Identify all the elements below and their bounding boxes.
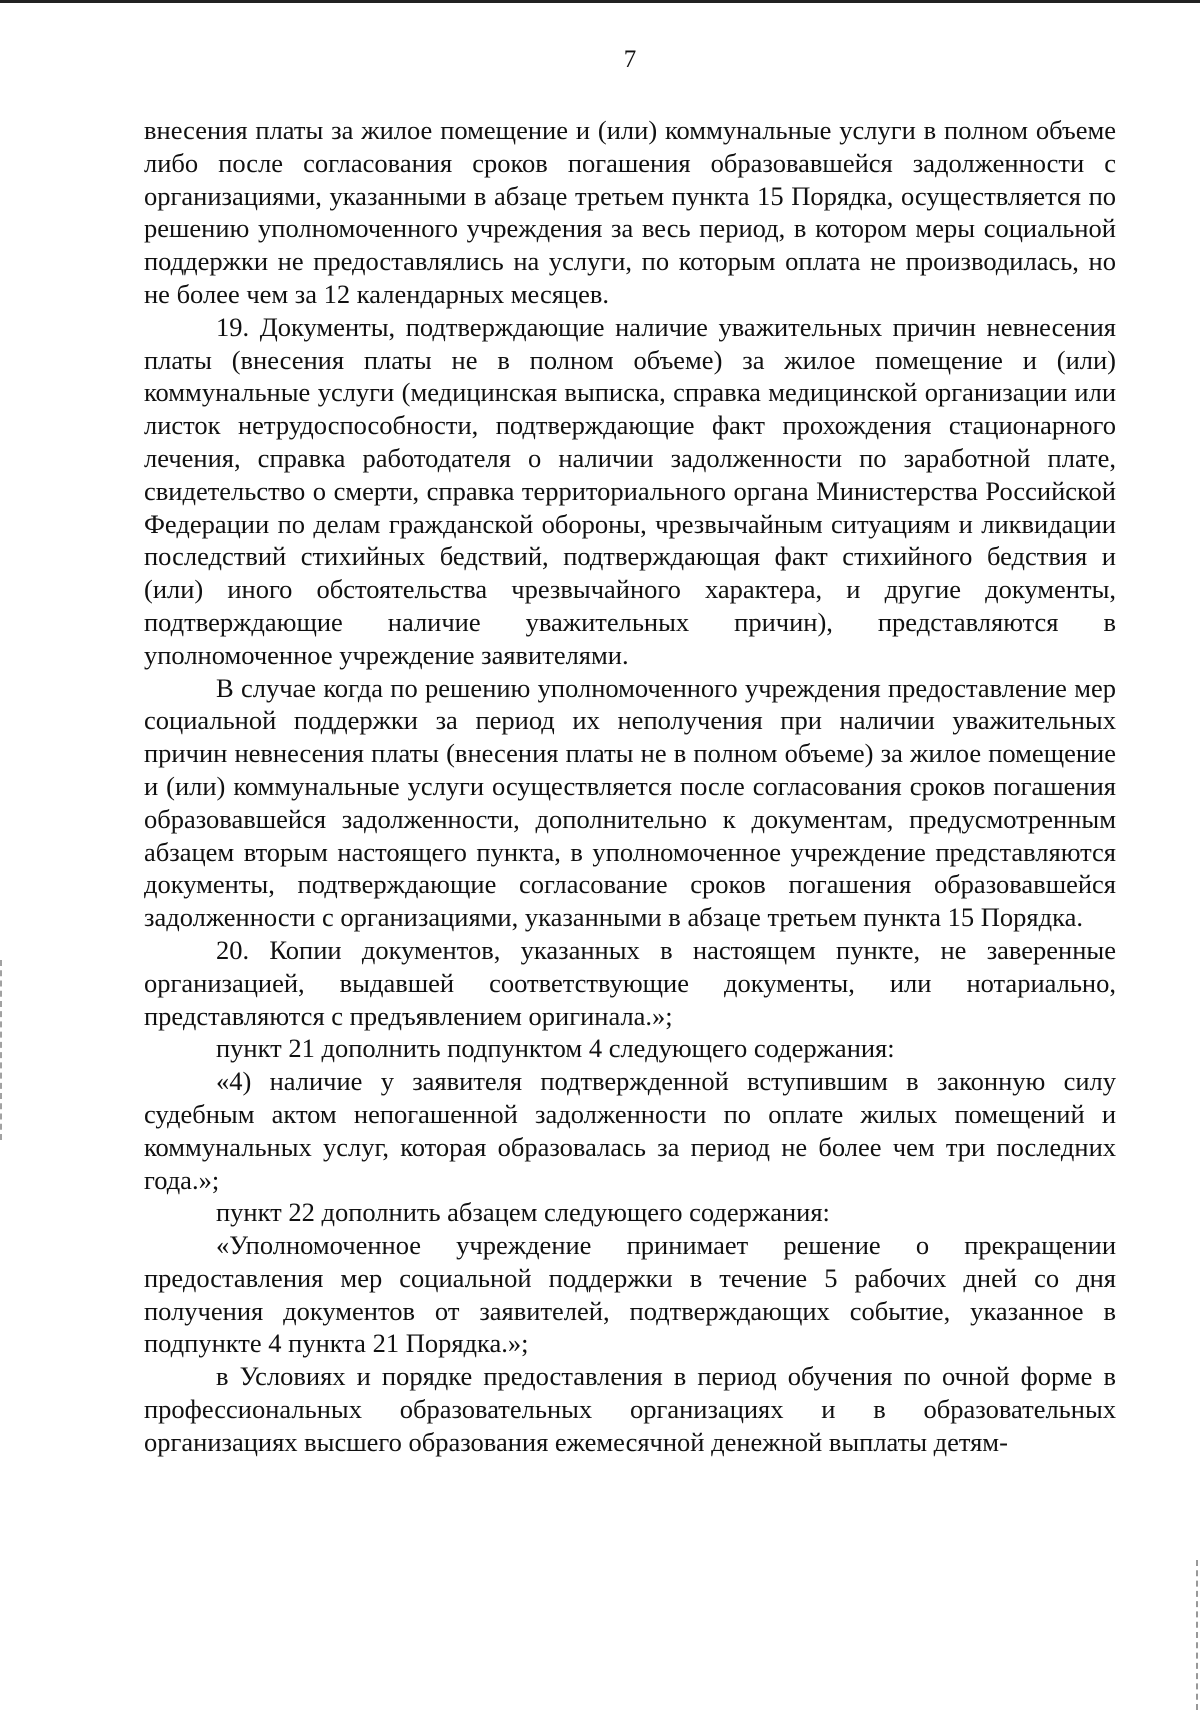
- scan-binding-marks-right: [1193, 1560, 1198, 1710]
- paragraph-amend-item-22: пункт 22 дополнить абзацем следующего содержания:: [216, 1197, 830, 1228]
- paragraph-item-19: 19. Документы, подтверждающие наличие уважительных причин невнесения платы (внесения платы не в полном объеме) за жилое помещение и (или) коммунальные услуги (медицинская выписка, справка медицинской организации или листок нетрудоспособности, подтверждающие факт прохождения стационарного лечения, справка работодателя о наличии задолженности по заработной плате, свидетельство о смерти, справка территориального органа Министерства Российской Федерации по делам гражданской обороны, чрезвычайным ситуациям и ликвидации последствий стихийных бедствий, подтверждающая факт стихийного бедствия и (или) иного обстоятельства чрезвычайного характера, и другие документы, подтверждающие наличие уважительных причин), представляются в уполномоченное учреждение заявителями.: [144, 311, 1116, 670]
- paragraph-continuation: внесения платы за жилое помещение и (или) коммунальные услуги в полном объеме либо после согласования сроков погашения образовавшейся задолженности с организациями, указанными в абзаце третьем пункта 15 Порядка, осуществляется по решению уполномоченного учреждения за весь период, в котором меры социальной поддержки не предоставлялись на услуги, по которым оплата не производилась, но не более чем за 12 календарных месяцев.: [144, 115, 1116, 309]
- paragraph-termination-decision: «Уполномоченное учреждение принимает решение о прекращении предоставления мер социальной поддержки в течение 5 рабочих дней со дня получения документов от заявителей, подтверждающих событие, указанное в подпункте 4 пункта 21 Порядка.»;: [144, 1230, 1116, 1359]
- paragraph-subitem-4: «4) наличие у заявителя подтвержденной вступившим в законную силу судебным актом непогашенной задолженности по оплате жилых помещений и коммунальных услуг, которая образовалась за период не более чем три последних года.»;: [144, 1066, 1116, 1195]
- paragraph-case-clause: В случае когда по решению уполномоченного учреждения предоставление мер социальной поддержки за период их неполучения при наличии уважительных причин невнесения платы (внесения платы не в полном объеме) за жилое помещение и (или) коммунальные услуги осуществляется после согласования сроков погашения образовавшейся задолженности, дополнительно к документам, предусмотренным абзацем вторым настоящего пункта, в уполномоченное учреждение представляются документы, подтверждающие согласование сроков погашения образовавшейся задолженности с организациями, указанными в абзаце третьем пункта 15 Порядка.: [144, 672, 1116, 933]
- paragraph-amend-item-21: пункт 21 дополнить подпунктом 4 следующего содержания:: [216, 1033, 895, 1064]
- scan-binding-marks-left: [0, 960, 5, 1140]
- page-number: 7: [623, 46, 637, 73]
- document-body: [144, 114, 1116, 1459]
- paragraph-item-20: 20. Копии документов, указанных в настоящем пункте, не заверенные организацией, выдавшей соответствующие документы, или нотариально, представляются с предъявлением оригинала.»;: [144, 934, 1116, 1031]
- scan-top-edge: [0, 0, 1200, 3]
- paragraph-conditions-amendment: в Условиях и порядке предоставления в период обучения по очной форме в профессиональных образовательных организациях и в образовательных организациях высшего образования ежемесячной денежной выплаты детям-: [144, 1361, 1116, 1457]
